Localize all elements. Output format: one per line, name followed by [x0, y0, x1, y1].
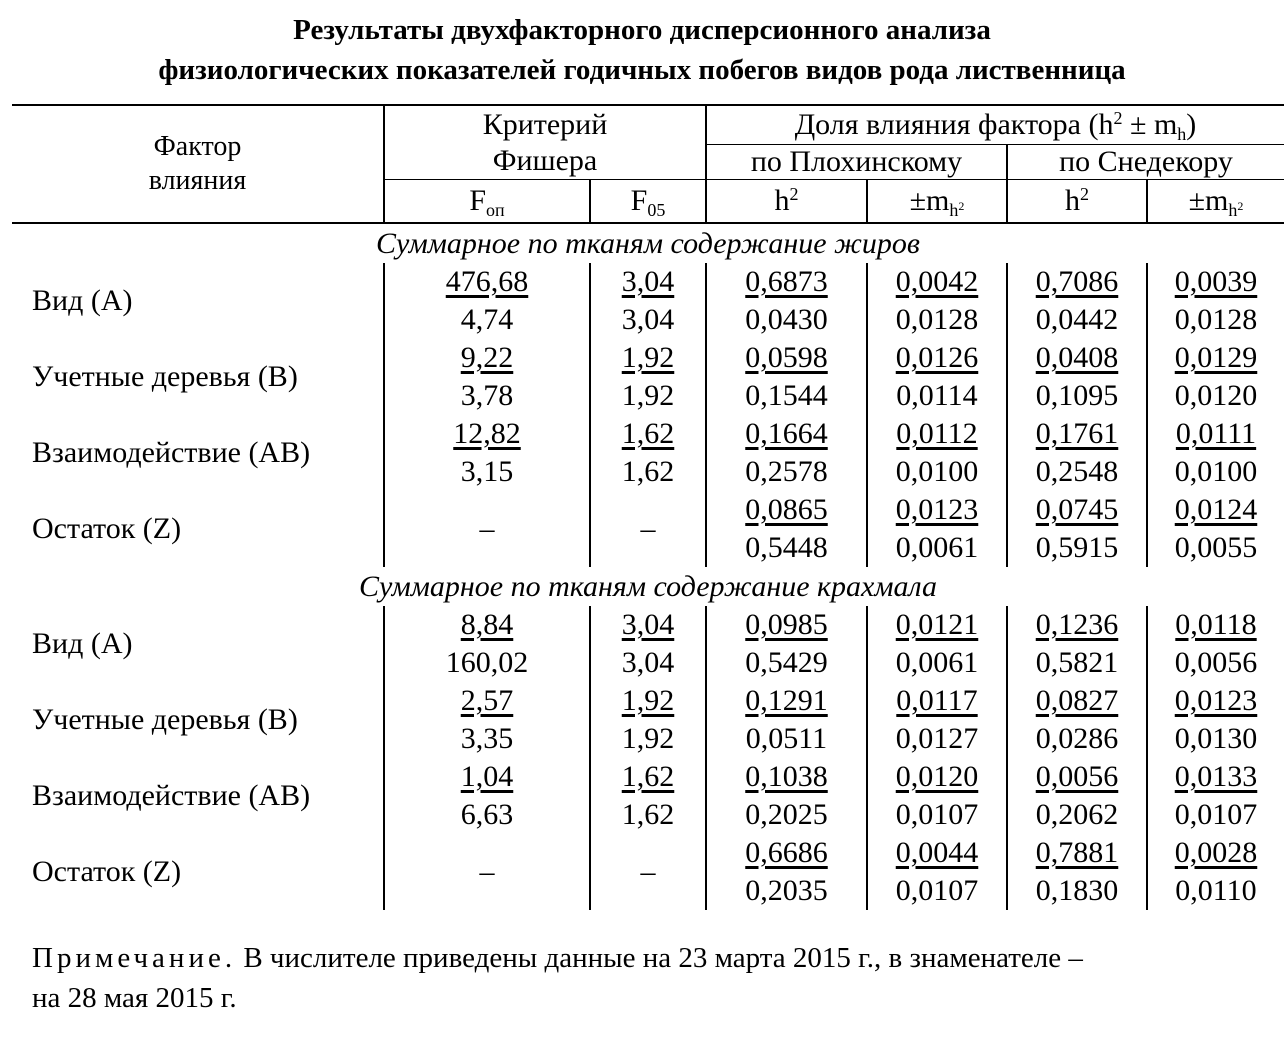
denominator-value: 0,1544	[745, 379, 828, 412]
anova-table	[12, 104, 1284, 910]
numerator-value: 0,0117	[896, 684, 978, 717]
numerator-value: 0,0827	[1035, 684, 1119, 717]
value-cell	[1147, 263, 1284, 301]
value-cell	[1007, 758, 1147, 796]
numerator-value: 0,0865	[745, 493, 828, 526]
denominator-value: 0,5821	[1035, 646, 1119, 679]
value-cell	[384, 644, 590, 682]
numerator-value: 0,0120	[895, 760, 979, 793]
value-cell	[1147, 796, 1284, 834]
value-cell	[706, 796, 867, 834]
value-cell	[1147, 377, 1284, 415]
denominator-value: 0,1095	[1035, 379, 1119, 412]
numerator-value: 0,1664	[745, 417, 828, 450]
mh2-plokhinsky-header	[867, 180, 1007, 224]
denominator-value: 6,63	[460, 798, 514, 831]
numerator-value: 3,04	[621, 265, 675, 298]
value-cell	[590, 339, 706, 377]
denominator-value: 0,0061	[895, 531, 979, 564]
table-row-numerator	[12, 263, 1284, 301]
value-cell	[867, 834, 1007, 872]
denominator-value: 0,0100	[895, 455, 979, 488]
value-cell	[590, 263, 706, 301]
value-cell	[706, 758, 867, 796]
value-cell	[706, 415, 867, 453]
h-sup: 2	[1080, 184, 1089, 204]
factor-label: Взаимодействие (АВ)	[32, 779, 311, 812]
value-cell	[1147, 415, 1284, 453]
denominator-value: 1,92	[621, 722, 675, 755]
mh2-snedecor-header	[1147, 180, 1284, 224]
denominator-value: 3,35	[460, 722, 514, 755]
value-cell	[1147, 872, 1284, 910]
value-cell	[1147, 758, 1284, 796]
numerator-value: 3,04	[621, 608, 675, 641]
numerator-value: 476,68	[445, 265, 529, 298]
denominator-value: 3,15	[460, 455, 514, 488]
share-sub: h	[1177, 124, 1187, 144]
factor-header	[12, 105, 384, 223]
value-cell	[590, 682, 706, 720]
pm-sub-2: 2	[1237, 199, 1244, 213]
value-cell	[867, 415, 1007, 453]
denominator-value: 0,1830	[1035, 874, 1119, 907]
numerator-value: 0,1236	[1035, 608, 1119, 641]
factor-label: Учетные деревья (В)	[32, 360, 298, 393]
factor-label: Вид (А)	[32, 284, 133, 317]
numerator-value: 0,0408	[1035, 341, 1119, 374]
denominator-value: 0,0128	[895, 303, 979, 336]
table-row-numerator	[12, 834, 1284, 872]
value-cell	[1147, 491, 1284, 529]
pm-sub	[1228, 200, 1243, 220]
value-cell	[1007, 415, 1147, 453]
h2-snedecor-header	[1007, 180, 1147, 224]
f-op-header	[384, 180, 590, 224]
value-cell	[867, 720, 1007, 758]
value-cell	[384, 263, 590, 301]
numerator-value: 0,0133	[1174, 760, 1258, 793]
denominator-value: 0,0511	[745, 722, 828, 755]
value-cell	[1147, 529, 1284, 567]
value-cell	[1147, 453, 1284, 491]
value-cell	[706, 491, 867, 529]
note-text-1: В числителе приведены данные на 23 марта 2015 г., в знаменателе –	[236, 942, 1083, 974]
share-header-text: Доля влияния фактора (h	[794, 108, 1114, 141]
value-cell	[706, 263, 867, 301]
title-line-2: физиологических показателей годичных побегов видов рода лиственница	[158, 54, 1126, 86]
numerator-value: 0,0028	[1174, 836, 1258, 869]
section-title: Суммарное по тканям содержание крахмала	[359, 569, 937, 603]
numerator-value: 0,0123	[895, 493, 979, 526]
value-cell	[1007, 453, 1147, 491]
pm-sub-h: h	[1228, 200, 1238, 220]
value-cell	[867, 872, 1007, 910]
value-cell	[867, 682, 1007, 720]
pm-letter: ±m	[1188, 184, 1229, 217]
value-cell	[1007, 301, 1147, 339]
value-cell	[1147, 339, 1284, 377]
denominator-value: 0,0061	[895, 646, 979, 679]
value-cell	[1007, 339, 1147, 377]
value-cell	[706, 377, 867, 415]
numerator-value: 0,0126	[895, 341, 979, 374]
note-label: Примечание.	[32, 942, 237, 974]
h-letter: h	[1065, 184, 1080, 217]
numerator-value: 2,57	[460, 684, 514, 717]
section-header	[12, 567, 1284, 606]
h-letter: h	[774, 184, 790, 217]
denominator-value: 3,04	[621, 303, 675, 336]
value-cell	[867, 758, 1007, 796]
value-cell	[590, 377, 706, 415]
denominator-value: 3,78	[460, 379, 514, 412]
denominator-value: 0,0056	[1174, 646, 1258, 679]
value-cell: –	[384, 491, 590, 567]
numerator-value: 0,0598	[745, 341, 828, 374]
h2-plokhinsky-header	[706, 180, 867, 224]
value-cell	[867, 491, 1007, 529]
denominator-value: 0,0127	[895, 722, 979, 755]
value-cell	[1007, 720, 1147, 758]
numerator-value: 0,0056	[1035, 760, 1119, 793]
value-cell	[1147, 301, 1284, 339]
value-cell	[1147, 834, 1284, 872]
denominator-value: 160,02	[445, 646, 529, 679]
value-cell	[706, 644, 867, 682]
value-cell	[867, 529, 1007, 567]
value-cell	[384, 377, 590, 415]
factor-header-text: Фактор влияния	[148, 131, 247, 196]
value-cell	[1007, 796, 1147, 834]
plokhinsky-header: по Плохинскому	[706, 145, 1007, 180]
value-cell	[1147, 682, 1284, 720]
snedecor-header: по Снедекору	[1007, 145, 1284, 180]
denominator-value: 0,0286	[1035, 722, 1119, 755]
value-cell	[384, 606, 590, 644]
table-row-numerator	[12, 682, 1284, 720]
value-cell	[867, 453, 1007, 491]
value-cell	[1007, 263, 1147, 301]
denominator-value: 0,5429	[745, 646, 828, 679]
denominator-value: 0,0100	[1174, 455, 1258, 488]
denominator-value: 1,62	[621, 798, 675, 831]
table-row-numerator	[12, 415, 1284, 453]
pm-sub	[949, 200, 964, 220]
value-cell: –	[384, 834, 590, 910]
value-cell	[706, 834, 867, 872]
numerator-value: 0,0745	[1035, 493, 1119, 526]
share-close: )	[1186, 108, 1197, 141]
value-cell	[1007, 529, 1147, 567]
denominator-value: 0,0430	[745, 303, 828, 336]
numerator-value: 1,62	[621, 417, 675, 450]
value-cell	[1007, 682, 1147, 720]
numerator-value: 0,0044	[895, 836, 979, 869]
numerator-value: 0,1038	[745, 760, 828, 793]
denominator-value: 0,0114	[896, 379, 978, 412]
title-line-1: Результаты двухфакторного дисперсионного анализа	[293, 14, 991, 46]
value-cell	[590, 644, 706, 682]
denominator-value: 0,0120	[1174, 379, 1258, 412]
numerator-value: 1,92	[621, 341, 675, 374]
value-cell	[384, 415, 590, 453]
value-cell	[590, 606, 706, 644]
value-cell	[1147, 720, 1284, 758]
numerator-value: 0,0112	[896, 417, 978, 450]
numerator-value: 0,1761	[1035, 417, 1119, 450]
f-op-sub: оп	[486, 200, 505, 220]
value-cell	[590, 758, 706, 796]
numerator-value: 0,6686	[745, 836, 828, 869]
numerator-value: 1,92	[621, 684, 675, 717]
table-row-numerator	[12, 491, 1284, 529]
pm-sub-h: h	[949, 200, 959, 220]
value-cell	[867, 644, 1007, 682]
value-cell	[384, 758, 590, 796]
share-sup: 2	[1113, 108, 1123, 128]
header-row-1	[12, 105, 1284, 145]
value-cell	[706, 339, 867, 377]
denominator-value: 0,5448	[745, 531, 828, 564]
value-cell	[1007, 872, 1147, 910]
value-cell	[384, 682, 590, 720]
table-row-numerator	[12, 339, 1284, 377]
section-header	[12, 223, 1284, 263]
value-cell	[590, 720, 706, 758]
value-cell	[706, 720, 867, 758]
numerator-value: 1,04	[460, 760, 514, 793]
numerator-value: 8,84	[460, 608, 514, 641]
numerator-value: 1,62	[621, 760, 675, 793]
denominator-value: 0,2025	[745, 798, 828, 831]
numerator-value: 12,82	[453, 417, 521, 450]
value-cell	[706, 682, 867, 720]
value-cell	[706, 606, 867, 644]
numerator-value: 0,7881	[1035, 836, 1119, 869]
value-cell	[706, 301, 867, 339]
numerator-value: 0,0111	[1175, 417, 1257, 450]
factor-label: Взаимодействие (АВ)	[32, 436, 311, 469]
factor-label: Остаток (Z)	[32, 512, 182, 545]
value-cell	[1147, 606, 1284, 644]
denominator-value: 0,2578	[745, 455, 828, 488]
value-cell	[867, 263, 1007, 301]
pm-letter: ±m	[909, 184, 950, 217]
value-cell	[706, 453, 867, 491]
value-cell	[384, 796, 590, 834]
note-text-2: на 28 мая 2015 г.	[32, 982, 237, 1014]
table-title	[0, 10, 1284, 90]
denominator-value: 0,2035	[745, 874, 828, 907]
value-cell	[384, 301, 590, 339]
factor-label: Учетные деревья (В)	[32, 703, 298, 736]
denominator-value: 1,62	[621, 455, 675, 488]
denominator-value: 0,0128	[1174, 303, 1258, 336]
value-cell	[1007, 834, 1147, 872]
value-cell	[590, 796, 706, 834]
f-05-letter: F	[630, 184, 648, 217]
value-cell: –	[590, 834, 706, 910]
denominator-value: 0,0107	[1174, 798, 1258, 831]
denominator-value: 0,0055	[1174, 531, 1258, 564]
denominator-value: 3,04	[621, 646, 675, 679]
table-row-numerator	[12, 758, 1284, 796]
pm-sub-2: 2	[958, 199, 965, 213]
section-title: Суммарное по тканям содержание жиров	[376, 226, 920, 260]
numerator-value: 0,0129	[1174, 341, 1258, 374]
h-sup: 2	[789, 184, 799, 204]
fisher-header-text: Критерий Фишера	[482, 107, 608, 177]
value-cell	[590, 453, 706, 491]
value-cell	[706, 872, 867, 910]
value-cell	[867, 606, 1007, 644]
value-cell: –	[590, 491, 706, 567]
value-cell	[867, 796, 1007, 834]
numerator-value: 9,22	[460, 341, 514, 374]
numerator-value: 0,0121	[895, 608, 979, 641]
denominator-value: 0,2062	[1035, 798, 1119, 831]
value-cell	[384, 720, 590, 758]
denominator-value: 4,74	[460, 303, 514, 336]
denominator-value: 0,0107	[895, 874, 979, 907]
denominator-value: 0,2548	[1035, 455, 1119, 488]
share-pm: ± m	[1122, 108, 1178, 141]
denominator-value: 0,0130	[1174, 722, 1258, 755]
f-op-letter: F	[469, 184, 487, 217]
factor-label: Вид (А)	[32, 627, 133, 660]
numerator-value: 0,0118	[1175, 608, 1257, 641]
value-cell	[867, 339, 1007, 377]
value-cell	[590, 301, 706, 339]
numerator-value: 0,0039	[1174, 265, 1258, 298]
numerator-value: 0,0124	[1174, 493, 1258, 526]
value-cell	[1007, 377, 1147, 415]
value-cell	[384, 339, 590, 377]
value-cell	[1007, 644, 1147, 682]
numerator-value: 0,1291	[745, 684, 828, 717]
value-cell	[867, 377, 1007, 415]
numerator-value: 0,0985	[745, 608, 828, 641]
denominator-value: 0,0107	[895, 798, 979, 831]
value-cell	[384, 453, 590, 491]
value-cell	[1007, 491, 1147, 529]
value-cell	[590, 415, 706, 453]
denominator-value: 0,0110	[1175, 874, 1257, 907]
denominator-value: 0,5915	[1035, 531, 1119, 564]
numerator-value: 0,6873	[745, 265, 828, 298]
value-cell	[706, 529, 867, 567]
fisher-header	[384, 105, 706, 180]
denominator-value: 0,0442	[1035, 303, 1119, 336]
factor-label: Остаток (Z)	[32, 855, 182, 888]
denominator-value: 1,92	[621, 379, 675, 412]
value-cell	[867, 301, 1007, 339]
f-05-sub: 05	[647, 200, 666, 220]
table-row-numerator	[12, 606, 1284, 644]
share-header	[706, 105, 1284, 145]
f-05-header	[590, 180, 706, 224]
numerator-value: 0,0123	[1174, 684, 1258, 717]
value-cell	[1007, 606, 1147, 644]
numerator-value: 0,7086	[1035, 265, 1119, 298]
value-cell	[1147, 644, 1284, 682]
numerator-value: 0,0042	[895, 265, 979, 298]
table-note	[32, 938, 1272, 1018]
